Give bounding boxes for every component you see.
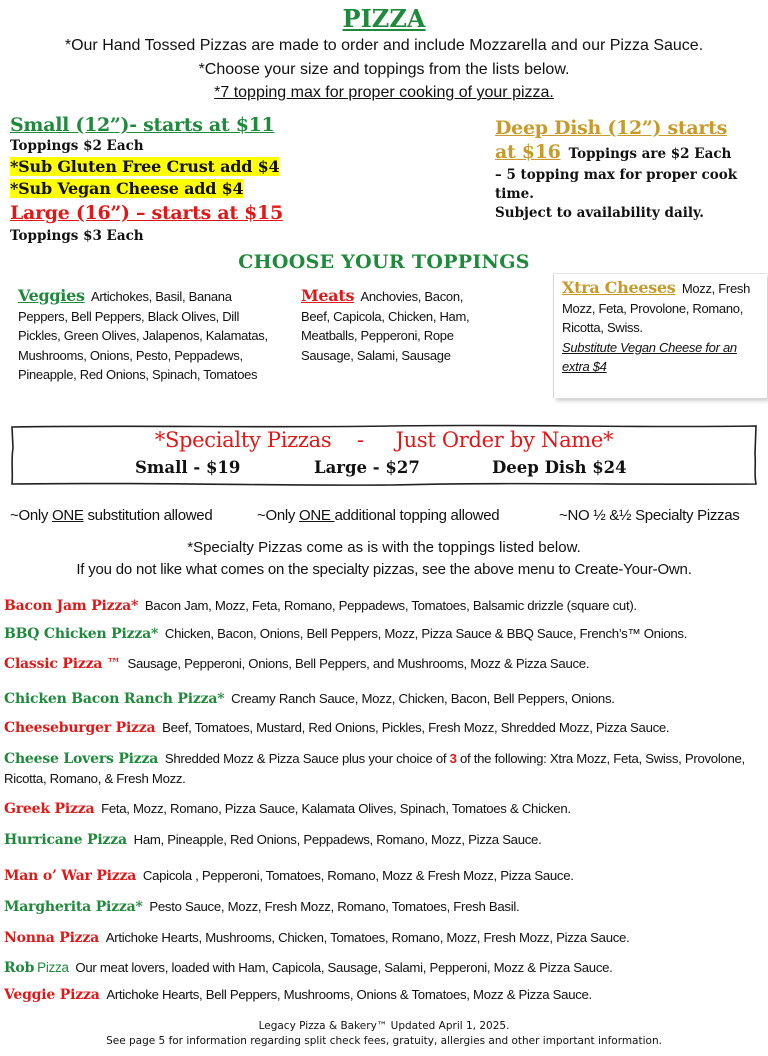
small-size-title: Small (12”)- starts at $11 xyxy=(10,114,275,136)
pizza-description: Ham, Pineapple, Red Onions, Peppadews, Romano, Mozz, Pizza Sauce. xyxy=(133,832,542,847)
vegan-cheese-note: Substitute Vegan Cheese for an extra $4 xyxy=(562,339,737,374)
pizza-item xyxy=(4,689,766,709)
specialty-note-1: *Specialty Pizzas come as is with the toppings listed below. xyxy=(187,539,581,556)
large-size-title: Large (16”) – starts at $15 xyxy=(10,202,283,224)
deep-dish-title: Deep Dish (12”) starts xyxy=(495,117,728,139)
intro-line-2: *Choose your size and toppings from the lists below. xyxy=(198,61,570,78)
rule-1-suffix: substitution allowed xyxy=(83,507,213,524)
pizza-name: Margherita Pizza* xyxy=(4,899,143,915)
rule-2-suffix: additional topping allowed xyxy=(334,507,500,524)
specialty-large-price: Large - $27 xyxy=(314,458,420,477)
pizza-description: Creamy Ranch Sauce, Mozz, Chicken, Bacon, Bell Peppers, Onions. xyxy=(231,691,615,706)
pizza-name: Cheese Lovers Pizza xyxy=(4,751,159,767)
xtra-cheeses-section xyxy=(562,278,752,377)
rule-one-topping xyxy=(257,507,499,524)
pizza-name: Rob xyxy=(4,960,35,976)
page-title: PIZZA xyxy=(342,4,426,33)
pizza-description: Artichoke Hearts, Bell Peppers, Mushrooms, Onions & Tomatoes, Mozz & Pizza Sauce. xyxy=(106,987,592,1002)
pizza-name: Nonna Pizza xyxy=(4,930,100,946)
deep-dish-price: at $16 xyxy=(495,141,561,163)
rule-2-emphasis: ONE xyxy=(298,507,335,524)
meats-label: Meats xyxy=(301,286,355,305)
footer-info: See page 5 for information regarding split check fees, gratuity, allergies and other important information. xyxy=(106,1035,662,1047)
rule-1-emphasis: ONE xyxy=(51,507,84,524)
pizza-item xyxy=(4,596,766,616)
pizza-name: Bacon Jam Pizza* xyxy=(4,598,139,614)
gluten-free-option xyxy=(10,157,279,176)
pizza-name: Chicken Bacon Ranch Pizza* xyxy=(4,691,225,707)
footer-updated: Legacy Pizza & Bakery™ Updated April 1, 2025. xyxy=(258,1020,510,1032)
deep-dish-block xyxy=(495,116,765,223)
specialty-heading: *Specialty Pizzas - Just Order by Name* xyxy=(154,428,614,452)
gluten-free-text: *Sub Gluten Free Crust add $4 xyxy=(10,157,280,176)
rule-1-prefix: ~Only xyxy=(10,507,52,524)
rule-2-prefix: ~Only xyxy=(257,507,299,524)
deep-dish-toppings-price: Toppings are $2 Each xyxy=(568,146,732,162)
deep-dish-max: – 5 topping max for proper cook time. xyxy=(495,167,738,202)
meats-list: Anchovies, Bacon, Beef, Capicola, Chicken, Ham, Meatballs, Pepperoni, Rope Sausage, Salami, Sausage xyxy=(301,289,470,363)
intro-line-3: *7 topping max for proper cooking of your pizza. xyxy=(214,84,554,101)
pizza-item xyxy=(4,830,766,850)
veggies-label: Veggies xyxy=(18,286,85,305)
pizza-description: Chicken, Bacon, Onions, Bell Peppers, Mozz, Pizza Sauce & BBQ Sauce, French’s™ Onions. xyxy=(164,626,688,641)
specialty-deep-dish-price: Deep Dish $24 xyxy=(492,458,627,477)
veggies-section xyxy=(18,286,280,385)
pizza-item xyxy=(4,866,766,886)
pizza-name-suffix: Pizza xyxy=(37,960,69,975)
toppings-heading: CHOOSE YOUR TOPPINGS xyxy=(238,251,530,273)
pizza-name: Cheeseburger Pizza xyxy=(4,720,156,736)
pizza-item xyxy=(4,985,766,1005)
pizza-name: Greek Pizza xyxy=(4,801,95,817)
pizza-description: Bacon Jam, Mozz, Feta, Romano, Peppadews, Tomatoes, Balsamic drizzle (square cut). xyxy=(144,598,637,613)
pizza-description: Shredded Mozz & Pizza Sauce plus your choice of xyxy=(164,751,450,766)
pizza-item xyxy=(4,718,766,738)
specialty-small-price: Small - $19 xyxy=(135,458,241,477)
specialty-note-2: If you do not like what comes on the specialty pizzas, see the above menu to Create-Your-Own. xyxy=(76,561,692,578)
pizza-item xyxy=(4,624,766,644)
pizza-choice-count: 3 xyxy=(449,751,457,766)
deep-dish-availability: Subject to availability daily. xyxy=(495,205,704,221)
pizza-item xyxy=(4,928,766,948)
xtra-cheeses-label: Xtra Cheeses xyxy=(562,278,676,297)
pizza-description: Our meat lovers, loaded with Ham, Capicola, Sausage, Salami, Pepperoni, Mozz & Pizza Sauce. xyxy=(75,960,613,975)
vegan-cheese-option xyxy=(10,179,243,198)
deep-dish-price-line xyxy=(495,140,765,166)
pizza-item xyxy=(4,749,766,788)
pizza-name: Veggie Pizza xyxy=(4,987,100,1003)
pizza-name: Hurricane Pizza xyxy=(4,832,127,848)
pizza-description: Beef, Tomatoes, Mustard, Red Onions, Pickles, Fresh Mozz, Shredded Mozz, Pizza Sauce. xyxy=(162,720,670,735)
pizza-name: Classic Pizza ™ xyxy=(4,656,121,672)
pizza-item xyxy=(4,654,766,674)
rule-no-half-half: ~NO ½ &½ Specialty Pizzas xyxy=(559,507,740,524)
pizza-description: Feta, Mozz, Romano, Pizza Sauce, Kalamata Olives, Spinach, Tomatoes & Chicken. xyxy=(101,801,571,816)
pizza-description: Artichoke Hearts, Mushrooms, Chicken, Tomatoes, Romano, Mozz, Fresh Mozz, Pizza Sauce. xyxy=(105,930,630,945)
vegan-cheese-text: *Sub Vegan Cheese add $4 xyxy=(10,179,244,198)
pizza-name: BBQ Chicken Pizza* xyxy=(4,626,159,642)
pizza-item xyxy=(4,958,766,978)
pizza-description: Pesto Sauce, Mozz, Fresh Mozz, Romano, Tomatoes, Fresh Basil. xyxy=(149,899,520,914)
large-toppings-price: Toppings $3 Each xyxy=(10,228,144,244)
pizza-item xyxy=(4,897,766,917)
xtra-cheeses-list: Mozz, Fresh Mozz, Feta, Provolone, Romano, Ricotta, Swiss. xyxy=(562,281,751,335)
pizza-item xyxy=(4,799,766,819)
pizza-description: Sausage, Pepperoni, Onions, Bell Peppers, and Mushrooms, Mozz & Pizza Sauce. xyxy=(127,656,590,671)
pizza-name: Man o’ War Pizza xyxy=(4,868,137,884)
meats-section xyxy=(301,286,495,365)
pizza-description: Capicola , Pepperoni, Tomatoes, Romano, Mozz & Fresh Mozz, Pizza Sauce. xyxy=(142,868,574,883)
pizza-description-rest: of the following: Xtra Mozz, Feta, Swiss, Provolone, Ricotta, Romano, & Fresh Mozz. xyxy=(4,751,745,786)
veggies-list: Artichokes, Basil, Banana Peppers, Bell Peppers, Black Olives, Dill Pickles, Green Olives, Jalapenos, Kalamatas, Mushrooms, Onions, Pesto, Peppadews, Pineapple, Red Onions, Spinach, Tomatoes xyxy=(18,289,268,382)
intro-line-1: *Our Hand Tossed Pizzas are made to order and include Mozzarella and our Pizza Sauce. xyxy=(64,37,704,54)
small-toppings-price: Toppings $2 Each xyxy=(10,138,144,154)
rule-one-substitution xyxy=(10,507,212,524)
